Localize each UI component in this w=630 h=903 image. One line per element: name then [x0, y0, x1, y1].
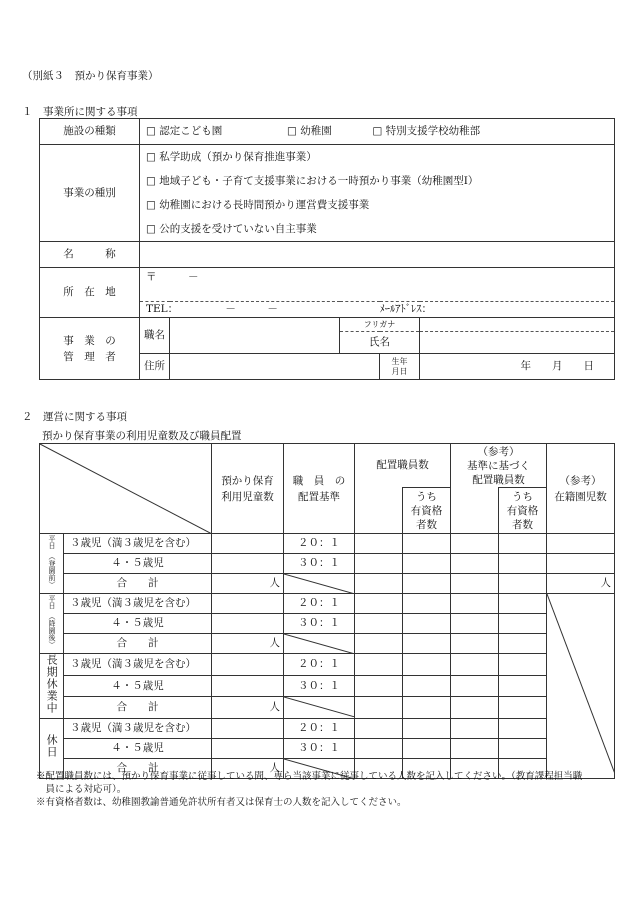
- note-staff: ※配置職員数には、預かり保育事業に従事している間、専ら当該事業に従事している人数を記入してください。（教育課程担当職: [36, 771, 583, 782]
- checkbox-kindergarten[interactable]: □ 幼稚園: [286, 125, 332, 138]
- cell-ratio-slash: [284, 634, 355, 654]
- row-age45: ４・５歳児: [64, 614, 212, 634]
- row-age45: ４・５歳児: [64, 738, 212, 758]
- cell-ratio: ２０：１: [284, 534, 355, 554]
- cell-ref-qualified[interactable]: [499, 697, 547, 719]
- cell-children[interactable]: [212, 594, 284, 614]
- cell-ref-qualified[interactable]: [499, 594, 547, 614]
- position-field[interactable]: [170, 318, 340, 354]
- cell-ref-staff[interactable]: [451, 594, 499, 614]
- cell-ratio: ３０：１: [284, 614, 355, 634]
- checkbox-nintei[interactable]: □ 認定こども園: [146, 125, 223, 138]
- residence-label: 住所: [140, 354, 170, 380]
- person-name-label: 氏名: [340, 332, 420, 354]
- cell-children-total[interactable]: 人: [212, 574, 284, 594]
- group-holiday: 休日: [40, 718, 64, 778]
- note-qualified: ※有資格者数は、幼稚園教諭普通免許状所有者又は保育士の人数を記入してください。: [36, 797, 407, 808]
- cell-qualified[interactable]: [403, 634, 451, 654]
- mail-field[interactable]: ﾒｰﾙｱﾄﾞﾚｽ：: [380, 302, 615, 318]
- cell-ref-staff[interactable]: [451, 697, 499, 719]
- business-type-options: [140, 145, 615, 242]
- col-ratio: 職 員 の 配置基準: [284, 444, 355, 534]
- cell-ref-qualified[interactable]: [499, 675, 547, 697]
- document-title: （別紙３ 預かり保育事業）: [22, 70, 159, 82]
- address-label: 所 在 地: [40, 268, 140, 318]
- col-ref-staff-blank: [451, 488, 499, 534]
- col-staff-blank: [355, 488, 403, 534]
- cell-staff[interactable]: [355, 574, 403, 594]
- cell-ref-qualified[interactable]: [499, 534, 547, 554]
- cell-ref-staff[interactable]: [451, 534, 499, 554]
- col-qualified: うち 有資格 者数: [403, 488, 451, 534]
- cell-children[interactable]: [212, 614, 284, 634]
- cell-children[interactable]: [212, 554, 284, 574]
- cell-ref-qualified[interactable]: [499, 738, 547, 758]
- cell-qualified[interactable]: [403, 654, 451, 676]
- notes: [36, 770, 616, 809]
- cell-staff[interactable]: [355, 675, 403, 697]
- cell-ratio: ２０：１: [284, 718, 355, 738]
- cell-enrolled-total[interactable]: 人: [547, 574, 615, 594]
- row-age3: ３歳児（満３歳児を含む）: [64, 534, 212, 554]
- name-field[interactable]: [140, 242, 615, 268]
- cell-ref-staff[interactable]: [451, 738, 499, 758]
- manager-label: 事 業 の 管 理 者: [40, 318, 140, 380]
- checkbox-long-hours[interactable]: □ 幼稚園における長時間預かり運営費支援事業: [146, 199, 370, 211]
- slash-line: [284, 634, 355, 654]
- row-total: 合 計: [64, 574, 212, 594]
- cell-staff[interactable]: [355, 654, 403, 676]
- col-ref-staff: （参考） 基準に基づく 配置職員数: [451, 444, 547, 488]
- note-staff-cont: 員による対応可）。: [36, 784, 127, 795]
- cell-ref-staff[interactable]: [451, 718, 499, 738]
- cell-qualified[interactable]: [403, 574, 451, 594]
- cell-staff[interactable]: [355, 534, 403, 554]
- cell-ref-staff[interactable]: [451, 654, 499, 676]
- cell-ref-qualified[interactable]: [499, 614, 547, 634]
- cell-ratio-slash: [284, 697, 355, 719]
- slash-line: [284, 697, 355, 717]
- cell-qualified[interactable]: [403, 697, 451, 719]
- col-staff: 配置職員数: [355, 444, 451, 488]
- cell-staff[interactable]: [355, 614, 403, 634]
- checkbox-special-school[interactable]: □ 特別支援学校幼稚部: [372, 125, 481, 138]
- group-long-vacation: 長期休業中: [40, 654, 64, 719]
- cell-children[interactable]: [212, 654, 284, 676]
- cell-children-total[interactable]: 人: [212, 758, 284, 778]
- diagonal-line: [40, 444, 212, 534]
- tel-field[interactable]: TEL： － －: [140, 302, 380, 318]
- cell-staff[interactable]: [355, 554, 403, 574]
- section2-subheading: 預かり保育事業の利用児童数及び職員配置: [42, 430, 242, 442]
- cell-ratio: ３０：１: [284, 675, 355, 697]
- header-diagonal-cell: [40, 444, 212, 534]
- cell-ref-qualified[interactable]: [499, 654, 547, 676]
- cell-ratio-slash: [284, 574, 355, 594]
- cell-ratio: ２０：１: [284, 594, 355, 614]
- furigana-label: フリガナ: [340, 318, 420, 332]
- cell-qualified[interactable]: [403, 738, 451, 758]
- cell-children[interactable]: [212, 738, 284, 758]
- cell-enrolled[interactable]: [547, 534, 615, 554]
- person-name-field[interactable]: [420, 332, 615, 354]
- cell-qualified[interactable]: [403, 594, 451, 614]
- col-children: 預かり保育 利用児童数: [212, 444, 284, 534]
- slash-line: [284, 574, 355, 594]
- col-ref-qualified: うち 有資格 者数: [499, 488, 547, 534]
- cell-staff[interactable]: [355, 718, 403, 738]
- row-age3: ３歳児（満３歳児を含む）: [64, 654, 212, 676]
- checkbox-regional-support[interactable]: □ 地域子ども・子育て支援事業における一時預かり事業（幼稚園型Ⅰ）: [146, 175, 479, 187]
- facility-type-label: 施設の種類: [40, 119, 140, 145]
- group-weekday-before: 平日 （登園前）: [40, 534, 64, 594]
- cell-ratio: ３０：１: [284, 554, 355, 574]
- business-type-label: 事業の種別: [40, 145, 140, 242]
- cell-ref-qualified[interactable]: [499, 634, 547, 654]
- birth-date-field[interactable]: 年 月 日: [420, 354, 615, 380]
- cell-ref-staff[interactable]: [451, 614, 499, 634]
- cell-ref-staff[interactable]: [451, 675, 499, 697]
- cell-children-total[interactable]: 人: [212, 697, 284, 719]
- cell-ratio: ３０：１: [284, 738, 355, 758]
- row-age45: ４・５歳児: [64, 554, 212, 574]
- cell-enrolled[interactable]: [547, 554, 615, 574]
- section2-heading: ２ 運営に関する事項: [22, 411, 127, 423]
- row-age45: ４・５歳児: [64, 675, 212, 697]
- cell-ref-qualified[interactable]: [499, 718, 547, 738]
- residence-field[interactable]: [170, 354, 380, 380]
- cell-ref-staff[interactable]: [451, 574, 499, 594]
- staffing-table: [39, 443, 615, 779]
- position-label: 職名: [140, 318, 170, 354]
- cell-staff[interactable]: [355, 594, 403, 614]
- section1-heading: １ 事業所に関する事項: [22, 106, 138, 118]
- cell-ref-staff[interactable]: [451, 634, 499, 654]
- cell-qualified[interactable]: [403, 554, 451, 574]
- name-label: 名 称: [40, 242, 140, 268]
- cell-ref-qualified[interactable]: [499, 554, 547, 574]
- cell-children[interactable]: [212, 718, 284, 738]
- checkbox-private-subsidy[interactable]: □ 私学助成（預かり保育推進事業）: [146, 151, 317, 163]
- cell-ratio: ２０：１: [284, 654, 355, 676]
- cell-qualified[interactable]: [403, 534, 451, 554]
- cell-qualified[interactable]: [403, 614, 451, 634]
- cell-qualified[interactable]: [403, 718, 451, 738]
- cell-staff[interactable]: [355, 634, 403, 654]
- row-age3: ３歳児（満３歳児を含む）: [64, 718, 212, 738]
- cell-children-total[interactable]: 人: [212, 634, 284, 654]
- furigana-field[interactable]: [420, 318, 615, 332]
- group-weekday-after: 平日 （降園後）: [40, 594, 64, 654]
- facility-info-table: [39, 118, 615, 380]
- cell-qualified[interactable]: [403, 675, 451, 697]
- facility-type-options: [140, 119, 615, 145]
- cell-children[interactable]: [212, 675, 284, 697]
- cell-ref-qualified[interactable]: [499, 574, 547, 594]
- birth-label: 生年 月日: [380, 354, 420, 380]
- enrolled-slash-cell: [547, 594, 615, 779]
- cell-staff[interactable]: [355, 738, 403, 758]
- row-age3: ３歳児（満３歳児を含む）: [64, 594, 212, 614]
- row-total: 合 計: [64, 697, 212, 719]
- checkbox-independent[interactable]: □ 公的支援を受けていない自主事業: [146, 223, 317, 235]
- row-total: 合 計: [64, 634, 212, 654]
- col-enrolled: （参考） 在籍園児数: [547, 444, 615, 534]
- postal-field[interactable]: 〒 －: [140, 268, 615, 302]
- cell-children[interactable]: [212, 534, 284, 554]
- cell-ref-staff[interactable]: [451, 554, 499, 574]
- row-total: 合 計: [64, 758, 212, 778]
- enrolled-slash-line: [547, 594, 615, 774]
- cell-staff[interactable]: [355, 697, 403, 719]
